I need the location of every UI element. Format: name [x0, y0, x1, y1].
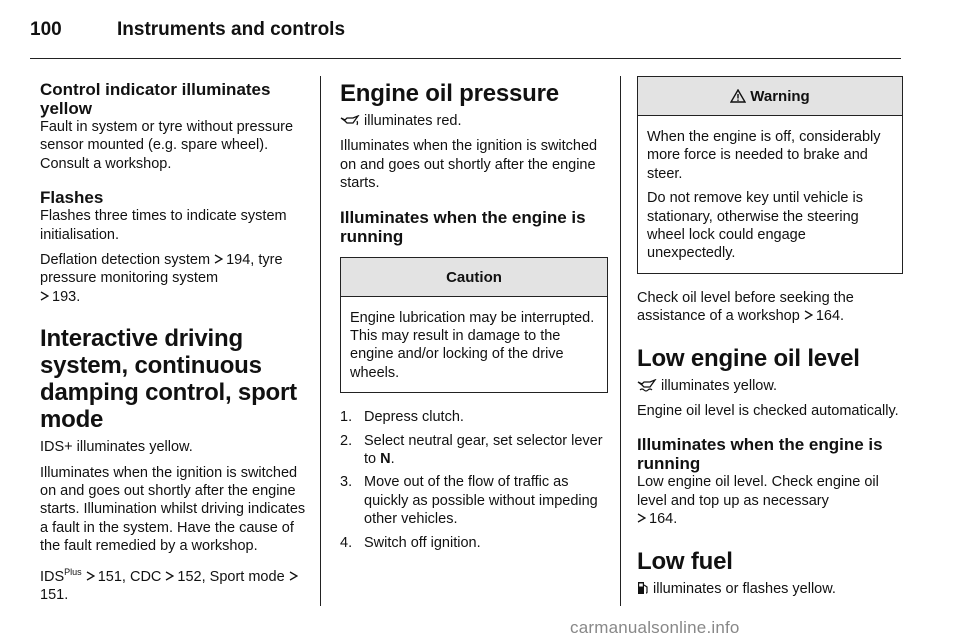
- low-oil-text-2: Engine oil level is checked automatically.: [637, 403, 899, 420]
- oil-level-icon: [637, 379, 657, 392]
- column-right: [637, 76, 903, 598]
- column-divider: [620, 76, 621, 606]
- flashes-text: Flashes three times to indicate system initialisation.: [40, 208, 287, 243]
- page-ref-icon: [214, 254, 223, 264]
- warning-title: Warning: [638, 77, 902, 116]
- running-text: Low engine oil level. Check engine oil level and top up as necessary 164.: [637, 474, 879, 528]
- header-rule: [30, 58, 901, 59]
- caution-title: Caution: [341, 258, 607, 297]
- warning-text-1: When the engine is off, considerably more force is needed to brake and steer.: [647, 129, 881, 182]
- check-oil-text: Check oil level before seeking the assistance of a workshop 164.: [637, 289, 854, 325]
- list-item: 1. Depress clutch.: [340, 409, 464, 426]
- warning-text-2: Do not remove key until vehicle is stationary, otherwise the steering wheel lock could engage unexpectedly.: [647, 190, 863, 262]
- gear-letter: N: [380, 451, 391, 468]
- page-ref-icon: [165, 571, 174, 581]
- warning-triangle-icon: [730, 89, 746, 103]
- page-ref[interactable]: 152, Sport mode: [177, 568, 285, 585]
- oil-can-icon: [340, 115, 360, 127]
- oil-pressure-text-1: illuminates red.: [340, 112, 608, 130]
- caution-box: [340, 257, 608, 394]
- list-item: 4. Switch off ignition.: [340, 534, 481, 551]
- page-ref-icon: [40, 291, 49, 301]
- page-ref[interactable]: 151.: [40, 586, 69, 603]
- page-ref[interactable]: 194,: [226, 252, 255, 269]
- page-ref[interactable]: 164.: [649, 511, 678, 528]
- warning-box: [637, 76, 903, 274]
- ids-text-1: IDS+ illuminates yellow.: [40, 439, 193, 456]
- column-divider: [320, 76, 321, 606]
- column-left: [40, 80, 308, 604]
- procedure-steps: [340, 408, 608, 552]
- caution-text: Engine lubrication may be interrupted. This may result in damage to the engine and/or locking of the drive wheels.: [350, 309, 595, 381]
- ids-references: $IDS^{Plus}$ 151, CDC 152, Sport mode 151.: [40, 563, 308, 605]
- page-ref[interactable]: 151, CDC: [97, 568, 162, 585]
- ids-text-2: Illuminates when the ignition is switched on and goes out shortly after the engine starts. Illumination whilst driving indicates a fault in the system. Have the cause of the fault remedied by a workshop.: [40, 464, 306, 555]
- page-ref[interactable]: 193.: [52, 288, 81, 305]
- list-item: 3. Move out of the flow of traffic as quickly as possible without impeding other vehicles.: [340, 474, 598, 528]
- low-oil-heading: Low engine oil level: [637, 344, 860, 372]
- ids-heading: Interactive driving system, continuous damping control, sport mode: [40, 325, 297, 434]
- list-item: 2. Select neutral gear, set selector lever to N.: [340, 432, 603, 468]
- running-heading: Illuminates when the engine is running: [340, 207, 586, 246]
- oil-pressure-heading: Engine oil pressure: [340, 80, 559, 107]
- low-oil-text-1: illuminates yellow.: [637, 377, 903, 395]
- low-fuel-heading: Low fuel: [637, 547, 733, 575]
- column-middle: [340, 80, 608, 557]
- fuel-pump-icon: [637, 581, 649, 595]
- oil-pressure-text-2: Illuminates when the ignition is switched on and goes out shortly after the engine starts.: [340, 138, 598, 192]
- deflation-text: Deflation detection system 194, tyre pressure monitoring system 193.: [40, 252, 283, 305]
- yellow-heading: Control indicator illuminates yellow: [40, 80, 271, 118]
- running-heading: Illuminates when the engine is running: [637, 435, 883, 474]
- page-number: 100: [30, 19, 62, 40]
- yellow-text: Fault in system or tyre without pressure sensor mounted (e.g. spare wheel). Consult a workshop.: [40, 119, 294, 172]
- low-fuel-text: illuminates or flashes yellow.: [637, 580, 903, 598]
- watermark: carmanualsonline.info: [570, 618, 740, 637]
- page-ref[interactable]: 164.: [815, 308, 845, 325]
- page-ref-icon: [637, 513, 646, 523]
- flashes-heading: Flashes: [40, 188, 104, 208]
- page-ref-icon: [804, 310, 813, 320]
- page-ref-icon: [86, 571, 95, 581]
- page-ref-icon: [289, 571, 298, 581]
- section-title: Instruments and controls: [117, 19, 346, 40]
